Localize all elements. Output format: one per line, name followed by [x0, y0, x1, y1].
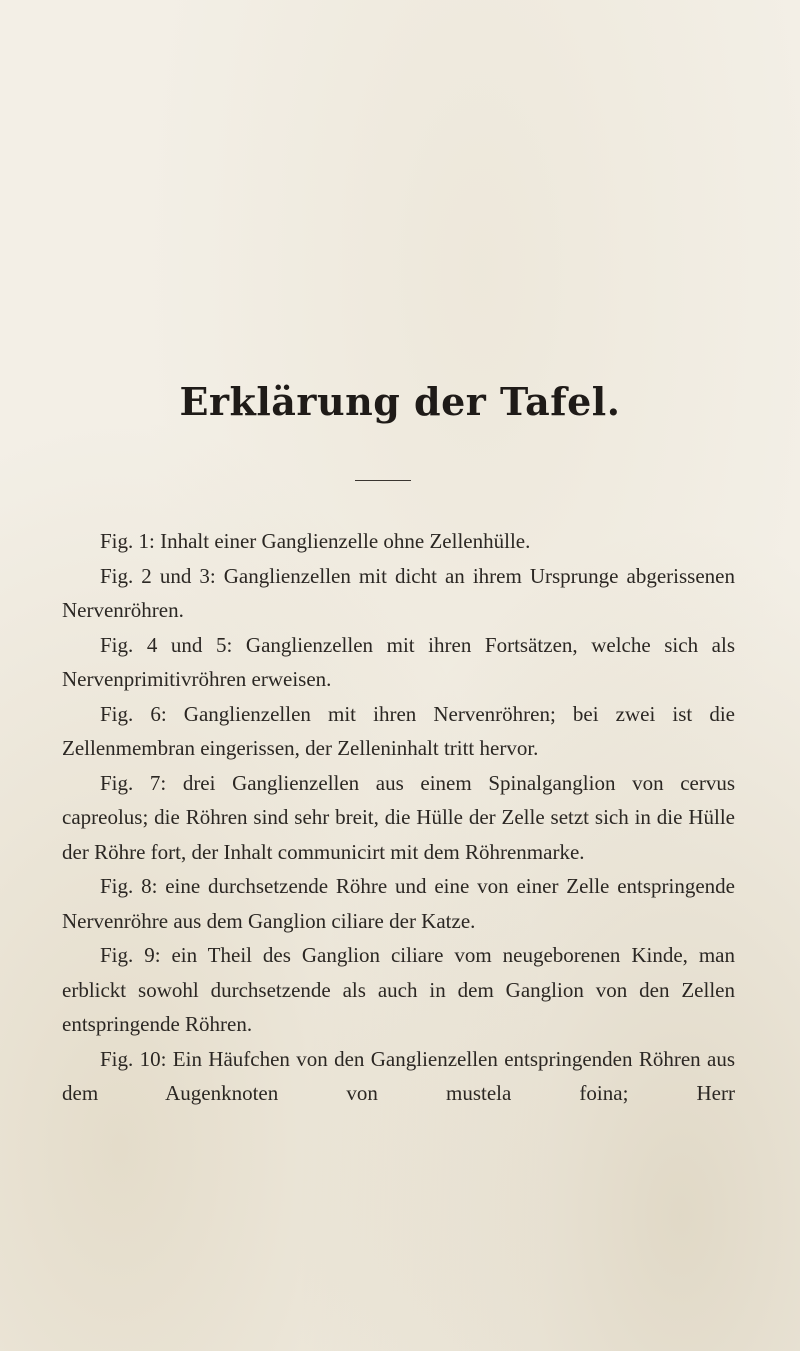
- legend-paragraph: Fig. 1: Inhalt einer Ganglienzelle ohne Zellenhülle.: [100, 529, 531, 553]
- legend-paragraph: Fig. 4 und 5: Ganglienzellen mit ihren Fortsätzen, welche sich als Nervenprimitivröhren erweisen.: [62, 632, 735, 691]
- legend-paragraph: Fig. 8: eine durchsetzende Röhre und eine von einer Zelle entspringende Nervenröhre aus dem Ganglion ciliare der Katze.: [62, 874, 735, 933]
- page-title: Erklärung der Tafel.: [179, 379, 621, 424]
- title-divider: [355, 480, 411, 481]
- legend-body: [62, 524, 735, 1111]
- legend-paragraph: Fig. 9: ein Theil des Ganglion ciliare vom neugeborenen Kinde, man erblickt sowohl durchsetzende als auch in dem Ganglion von den Zellen entspringende Röhren.: [62, 943, 735, 1036]
- legend-paragraph: Fig. 2 und 3: Ganglienzellen mit dicht an ihrem Ursprunge abgerissenen Nervenröhren.: [62, 563, 735, 622]
- legend-paragraph: Fig. 7: drei Ganglienzellen aus einem Spinalganglion von cervus capreolus; die Röhren sind sehr breit, die Hülle der Zelle setzt sich in die Hülle der Röhre fort, der Inhalt communicirt mit dem Röhrenmarke.: [62, 770, 735, 864]
- legend-paragraph: Fig. 10: Ein Häufchen von den Ganglienzellen entspringenden Röhren aus dem Augenknoten von mustela foina; Herr: [62, 1046, 735, 1105]
- legend-paragraph: Fig. 6: Ganglienzellen mit ihren Nervenröhren; bei zwei ist die Zellenmembran eingerissen, der Zelleninhalt tritt hervor.: [62, 701, 735, 760]
